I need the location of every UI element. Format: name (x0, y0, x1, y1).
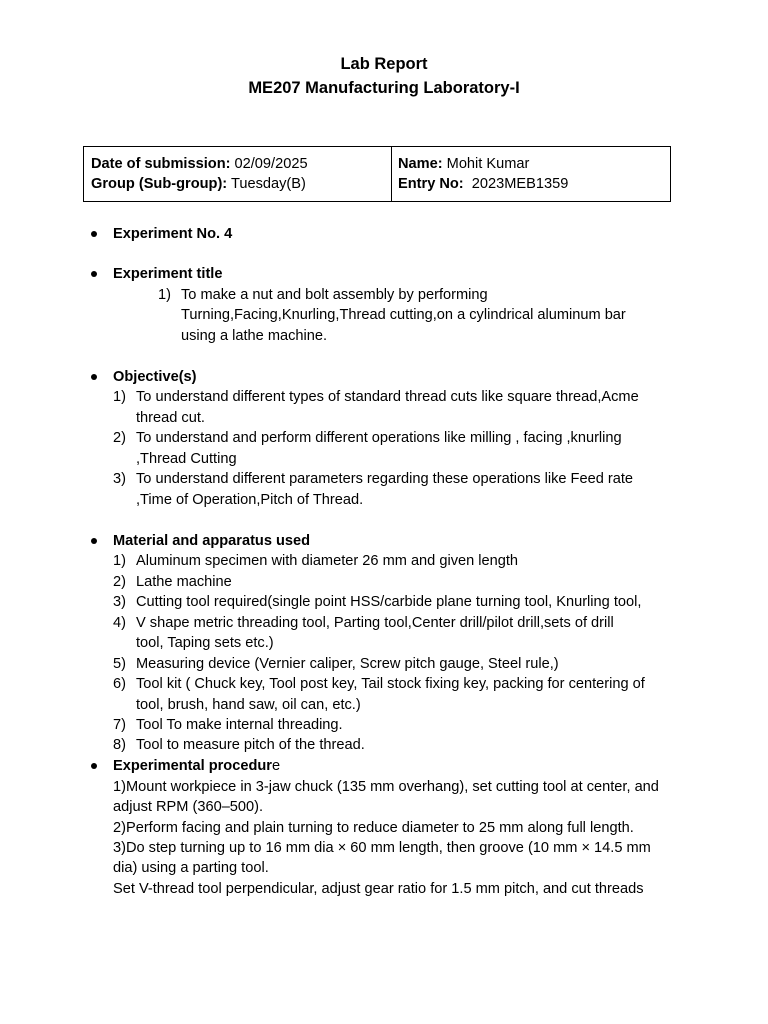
experiment-title-line: using a lathe machine. (181, 328, 328, 344)
procedure-line: dia) using a parting tool. (113, 860, 269, 876)
experiment-number: Experiment No. 4 (113, 226, 233, 242)
experiment-title-heading: Experiment title (113, 266, 223, 282)
group-label: Group (Sub-group): (91, 176, 228, 192)
bullet-icon (90, 537, 98, 545)
submission-date-value: 02/09/2025 (230, 156, 308, 172)
bullet-icon (90, 762, 98, 770)
objective-line: thread cut. (136, 410, 205, 426)
material-line: Measuring device (Vernier caliper, Screw pitch gauge, Steel rule,) (136, 656, 559, 672)
submission-date-label: Date of submission: (91, 156, 231, 172)
material-line: Cutting tool required(single point HSS/carbide plane turning tool, Knurling tool, (136, 594, 642, 610)
list-number: 7) (113, 717, 126, 733)
list-number: 3) (113, 594, 126, 610)
material-line: Lathe machine (136, 574, 232, 590)
material-line: Aluminum specimen with diameter 26 mm and given length (136, 553, 519, 569)
student-name-label: Name: (398, 156, 443, 172)
material-line: Tool kit ( Chuck key, Tool post key, Tail stock fixing key, packing for centering of (136, 676, 645, 692)
procedure-line: 3)Do step turning up to 16 mm dia × 60 mm length, then groove (10 mm × 14.5 mm (113, 840, 651, 856)
objective-line: To understand different types of standard thread cuts like square thread,Acme (136, 389, 639, 405)
list-number: 4) (113, 615, 126, 631)
info-table (83, 146, 671, 202)
experiment-title-line: Turning,Facing,Knurling,Thread cutting,on a cylindrical aluminum bar (181, 307, 626, 323)
bullet-icon (90, 230, 98, 238)
list-number: 6) (113, 676, 126, 692)
procedure-heading-bold: Experimental procedur (113, 758, 272, 774)
list-number: 8) (113, 737, 126, 753)
objective-line: To understand different parameters regarding these operations like Feed rate (136, 471, 634, 487)
materials-heading: Material and apparatus used (113, 533, 311, 549)
objectives-heading: Objective(s) (113, 369, 197, 385)
list-number: 5) (113, 656, 126, 672)
info-table-divider (391, 147, 392, 201)
course-title: ME207 Manufacturing Laboratory-I (248, 79, 520, 97)
material-line: tool, Taping sets etc.) (136, 635, 274, 651)
entry-no (398, 174, 568, 194)
procedure-line: 2)Perform facing and plain turning to reduce diameter to 25 mm along full length. (113, 820, 634, 836)
list-number: 3) (113, 471, 126, 487)
submission-date (91, 154, 308, 174)
report-title: Lab Report (340, 55, 428, 73)
experiment-title-line: To make a nut and bolt assembly by performing (181, 287, 488, 303)
group (91, 174, 306, 194)
objective-line: To understand and perform different operations like milling , facing ,knurling (136, 430, 622, 446)
material-line: V shape metric threading tool, Parting tool,Center drill/pilot drill,sets of drill (136, 615, 614, 631)
objective-line: ,Time of Operation,Pitch of Thread. (136, 492, 364, 508)
entry-no-value: 2023MEB1359 (463, 176, 569, 192)
student-name (398, 154, 529, 174)
group-value: Tuesday(B) (227, 176, 306, 192)
entry-no-label: Entry No: (398, 176, 464, 192)
procedure-heading (113, 756, 280, 776)
procedure-line: 1)Mount workpiece in 3-jaw chuck (135 mm overhang), set cutting tool at center, and (113, 779, 659, 795)
list-number: 1) (113, 553, 126, 569)
list-number: 2) (113, 574, 126, 590)
procedure-heading-tail: e (271, 758, 281, 774)
bullet-icon (90, 373, 98, 381)
list-number: 1) (113, 389, 126, 405)
material-line: Tool To make internal threading. (136, 717, 343, 733)
bullet-icon (90, 270, 98, 278)
list-number: 1) (158, 287, 171, 303)
objective-line: ,Thread Cutting (136, 451, 237, 467)
material-line: tool, brush, hand saw, oil can, etc.) (136, 697, 361, 713)
material-line: Tool to measure pitch of the thread. (136, 737, 365, 753)
list-number: 2) (113, 430, 126, 446)
procedure-line: Set V-thread tool perpendicular, adjust gear ratio for 1.5 mm pitch, and cut threads (113, 881, 644, 897)
procedure-line: adjust RPM (360–500). (113, 799, 264, 815)
student-name-value: Mohit Kumar (442, 156, 530, 172)
